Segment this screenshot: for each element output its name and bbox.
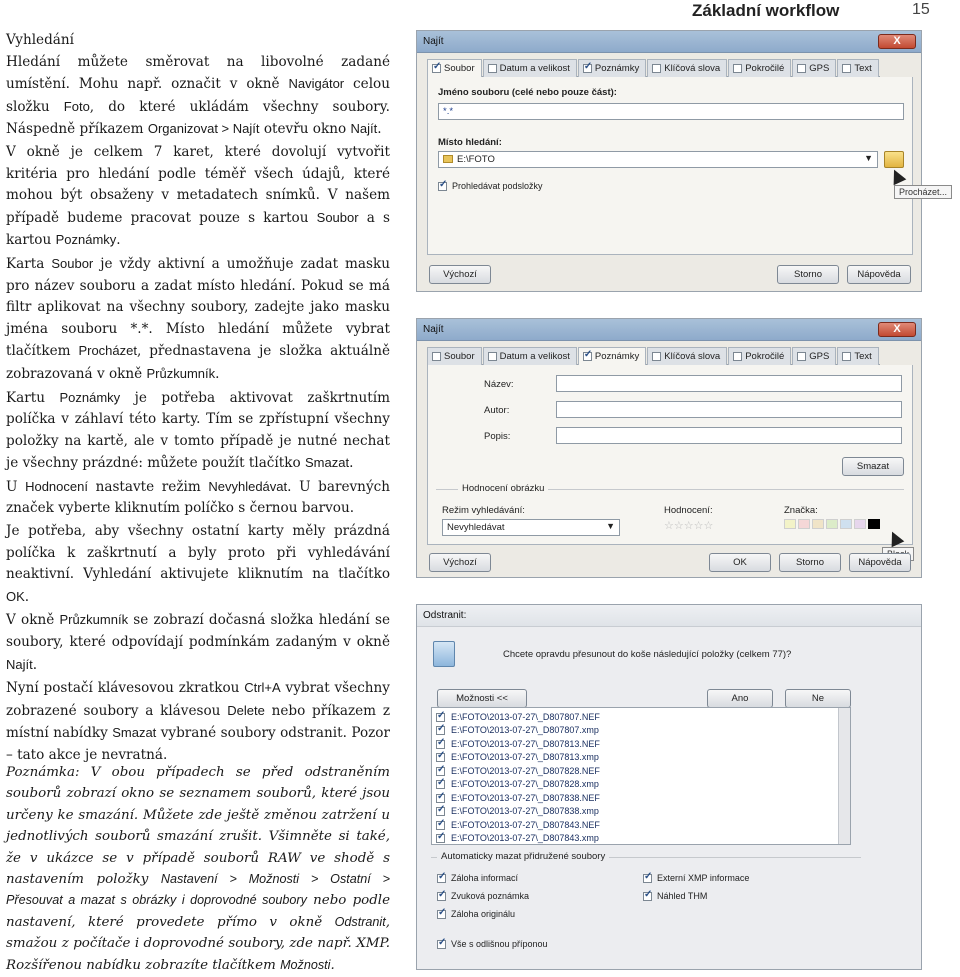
location-input[interactable] bbox=[438, 151, 878, 168]
color-swatch[interactable] bbox=[812, 519, 824, 529]
subfolders-option[interactable] bbox=[438, 181, 543, 191]
ui-term: Soubor bbox=[316, 209, 359, 225]
tab-label: GPS bbox=[809, 63, 830, 74]
browse-folder-icon[interactable] bbox=[884, 151, 904, 168]
option-label: Externí XMP informace bbox=[657, 873, 750, 883]
mouse-cursor-icon bbox=[888, 167, 907, 186]
tab-label: GPS bbox=[809, 351, 830, 362]
tab-poznámky[interactable] bbox=[578, 347, 646, 365]
title-bar bbox=[417, 605, 921, 627]
tab-checkbox[interactable] bbox=[432, 352, 441, 361]
question-text: Chcete opravdu přesunout do koše následující položky (celkem 77)? bbox=[503, 649, 792, 660]
tab-panel bbox=[427, 77, 948, 255]
search-mode-value: Nevyhledávat bbox=[447, 522, 505, 533]
checkbox[interactable] bbox=[437, 892, 446, 901]
tab-checkbox[interactable] bbox=[733, 64, 742, 73]
ui-term: Možnosti bbox=[280, 957, 331, 972]
file-row[interactable] bbox=[432, 832, 850, 846]
ui-term: Navigátor bbox=[288, 76, 345, 92]
option-label: Záloha originálu bbox=[451, 909, 516, 919]
tab-checkbox[interactable] bbox=[488, 352, 497, 361]
file-row[interactable] bbox=[432, 764, 850, 778]
text-run: vybrat všechny zobrazené soubory a klávesou bbox=[6, 680, 390, 719]
tab-pokročilé[interactable] bbox=[728, 59, 791, 77]
yes-button[interactable]: Ano bbox=[707, 689, 773, 708]
title-bar bbox=[417, 319, 921, 341]
text-run: . bbox=[116, 232, 121, 249]
option-label: Vše s odlišnou příponou bbox=[451, 939, 548, 949]
subfolders-label: Prohledávat podsložky bbox=[452, 181, 543, 191]
tab-checkbox[interactable] bbox=[432, 64, 441, 73]
description-label: Popis: bbox=[484, 431, 511, 442]
option-info-backup[interactable] bbox=[437, 873, 518, 883]
file-row[interactable] bbox=[432, 791, 850, 805]
ui-term: Poznámky bbox=[55, 232, 117, 248]
default-button[interactable]: Výchozí bbox=[429, 553, 491, 572]
option-label: Náhled THM bbox=[657, 891, 708, 901]
tab-label: Soubor bbox=[444, 63, 475, 74]
text-run: . bbox=[215, 365, 220, 382]
file-row[interactable] bbox=[432, 751, 850, 765]
close-button[interactable]: X bbox=[878, 34, 916, 49]
file-row[interactable] bbox=[432, 805, 850, 819]
recycle-bin-icon bbox=[433, 641, 455, 667]
tab-checkbox[interactable] bbox=[583, 352, 592, 361]
file-checkbox[interactable] bbox=[436, 713, 445, 722]
file-list bbox=[431, 707, 851, 845]
paragraph bbox=[6, 609, 390, 676]
color-swatch[interactable] bbox=[798, 519, 810, 529]
tab-label: Datum a velikost bbox=[499, 351, 570, 362]
file-path: E:\FOTO\2013-07-27\_D807838.xmp bbox=[451, 806, 599, 817]
tab-checkbox[interactable] bbox=[797, 64, 806, 73]
text-run: , do které ukládám všechny soubory. Náspedně příkazem bbox=[6, 98, 390, 138]
ui-term: Organizovat > Najít bbox=[147, 121, 260, 137]
text-run: nebo příkazem z místní nabídky bbox=[6, 702, 390, 742]
ui-term: Smazat bbox=[112, 725, 157, 741]
file-path: E:\FOTO\2013-07-27\_D807813.NEF bbox=[451, 738, 600, 749]
window-title: Odstranit: bbox=[423, 610, 467, 621]
tab-gps[interactable] bbox=[792, 347, 836, 365]
ok-button[interactable]: OK bbox=[709, 553, 771, 572]
auto-delete-group-label: Automaticky mazat přidružené soubory bbox=[437, 851, 609, 862]
tab-poznámky[interactable] bbox=[578, 59, 646, 77]
text-run: Je potřeba, aby všechny ostatní karty měly prázdná políčka k zaškrtnutí a byly proto při vyhledávání neaktivní. Vyhledání aktivujete kliknutím na tlačítko bbox=[6, 523, 390, 583]
name-label: Název: bbox=[484, 379, 514, 390]
options-button[interactable]: Možnosti << bbox=[437, 689, 527, 708]
file-checkbox[interactable] bbox=[436, 834, 445, 843]
file-path: E:\FOTO\2013-07-27\_D807843.xmp bbox=[451, 833, 599, 844]
file-checkbox[interactable] bbox=[436, 753, 445, 762]
tab-checkbox[interactable] bbox=[652, 352, 661, 361]
text-run: . bbox=[24, 588, 30, 605]
ui-term: Ctrl+A bbox=[244, 680, 281, 696]
color-swatch[interactable] bbox=[826, 519, 838, 529]
checkbox[interactable] bbox=[643, 892, 652, 901]
help-button[interactable]: Nápověda bbox=[849, 553, 911, 572]
file-row[interactable] bbox=[432, 818, 850, 832]
ui-term: Odstranit bbox=[334, 914, 386, 929]
tab-text[interactable] bbox=[837, 347, 878, 365]
filename-label: Jméno souboru (celé nebo pouze část): bbox=[438, 87, 617, 98]
tab-gps[interactable] bbox=[792, 59, 836, 77]
header-title: Základní workflow bbox=[692, 1, 840, 20]
color-swatch[interactable] bbox=[784, 519, 796, 529]
rating-label: Hodnocení: bbox=[664, 505, 713, 516]
ui-term: Hodnocení bbox=[25, 478, 88, 494]
file-path: E:\FOTO\2013-07-27\_D807813.xmp bbox=[451, 752, 599, 763]
text-run: je potřeba aktivovat zaškrtnutím políčka v záhlaví této karty. Tím se zpřístupní všechny položky na kartě, ale v tomto případě je nutné nechat je všechny prázdné: můžete použít tlačítko bbox=[6, 389, 390, 472]
ui-term: Poznámky bbox=[59, 389, 121, 405]
checkbox[interactable] bbox=[437, 910, 446, 919]
subfolders-checkbox[interactable] bbox=[438, 182, 447, 191]
text-run: . bbox=[349, 455, 354, 472]
text-run: Poznámka: V obou případech se před odstraněním souborů zobrazí okno se seznamem souborů, které jsou určeny ke smazání. Můžete zde ještě změnou zatržení u jednotlivých souborů smazání zrušit. Všimněte si také, že v ukázce se v případě souborů RAW ve shodě s nastavením položky bbox=[6, 765, 390, 888]
dropdown-arrow-icon: ▼ bbox=[606, 521, 615, 531]
text-run: . bbox=[377, 121, 382, 138]
tab-checkbox[interactable] bbox=[797, 352, 806, 361]
color-swatch[interactable] bbox=[854, 519, 866, 529]
author-input[interactable] bbox=[556, 401, 902, 418]
text-run: Kartu bbox=[6, 389, 60, 406]
tab-label: Text bbox=[854, 63, 872, 74]
tab-label: Klíčová slova bbox=[664, 63, 721, 74]
no-button[interactable]: Ne bbox=[785, 689, 851, 708]
ui-term: Delete bbox=[227, 702, 265, 718]
stars-icon: ☆☆☆☆☆ bbox=[664, 520, 714, 532]
text-run: . bbox=[32, 656, 38, 673]
file-path: E:\FOTO\2013-07-27\_D807838.NEF bbox=[451, 792, 600, 803]
option-different-suffix[interactable] bbox=[437, 939, 548, 949]
tab-text[interactable] bbox=[837, 59, 878, 77]
text-run: a s kartou bbox=[6, 209, 390, 249]
ui-term: Najít bbox=[350, 121, 378, 137]
search-mode-select[interactable] bbox=[442, 519, 620, 536]
mouse-cursor-icon bbox=[886, 529, 905, 548]
folder-icon bbox=[443, 155, 453, 163]
help-button[interactable]: Nápověda bbox=[847, 265, 911, 284]
text-run: otevřu okno bbox=[259, 121, 351, 138]
find-dialog-file-tab bbox=[416, 30, 948, 292]
text-run: se zobrazí dočasná složka hledání se soubory, které odpovídají podmínkám zadaným v okně bbox=[6, 612, 391, 651]
tab-checkbox[interactable] bbox=[488, 64, 497, 73]
clear-button[interactable]: Smazat bbox=[842, 457, 904, 476]
tab-checkbox[interactable] bbox=[652, 64, 661, 73]
tab-checkbox[interactable] bbox=[733, 352, 742, 361]
text-run: Hledání můžete směrovat na libovolné zadané umístění. Mohu např. označit v okně bbox=[6, 53, 390, 93]
page-header bbox=[640, 0, 940, 24]
paragraph bbox=[6, 476, 390, 520]
ui-term: Smazat bbox=[304, 455, 350, 471]
file-row[interactable] bbox=[432, 778, 850, 792]
filename-input[interactable]: *.* bbox=[438, 103, 904, 120]
tab-label: Poznámky bbox=[594, 63, 640, 74]
tab-label: Text bbox=[854, 351, 872, 362]
tab-label: Datum a velikost bbox=[499, 63, 570, 74]
file-row[interactable] bbox=[432, 737, 850, 751]
paragraph bbox=[6, 387, 390, 475]
ui-term: Nastavení > Možnosti > Ostatní > Přesouvat a mazat s obrázky i doprovodné soubory bbox=[6, 872, 390, 908]
find-dialog-notes-tab bbox=[416, 318, 922, 578]
close-button[interactable]: X bbox=[878, 322, 916, 337]
tab-klíčová-slova[interactable] bbox=[647, 59, 727, 77]
file-path: E:\FOTO\2013-07-27\_D807807.xmp bbox=[451, 725, 599, 736]
color-swatch[interactable] bbox=[868, 519, 880, 529]
tab-label: Pokročilé bbox=[745, 63, 785, 74]
note-text bbox=[6, 762, 390, 976]
location-value: E:\FOTO bbox=[457, 154, 495, 165]
ui-term: Průzkumník bbox=[146, 365, 216, 381]
option-external-xmp[interactable] bbox=[643, 873, 749, 883]
file-path: E:\FOTO\2013-07-27\_D807843.NEF bbox=[451, 819, 600, 830]
file-row[interactable] bbox=[432, 710, 850, 724]
file-checkbox[interactable] bbox=[436, 807, 445, 816]
tab-label: Pokročilé bbox=[745, 351, 785, 362]
paragraph bbox=[6, 253, 390, 386]
file-rows bbox=[432, 708, 850, 845]
option-voice-note[interactable] bbox=[437, 891, 529, 901]
paragraph bbox=[6, 521, 390, 608]
ui-term: OK bbox=[6, 588, 25, 604]
file-checkbox[interactable] bbox=[436, 740, 445, 749]
paragraph bbox=[6, 142, 390, 252]
tab-strip bbox=[427, 347, 880, 365]
color-swatch[interactable] bbox=[840, 519, 852, 529]
author-label: Autor: bbox=[484, 405, 510, 416]
text-run: je vždy aktivní a umožňuje zadat masku pro název souboru a zadat místo hledání. Pokud se má filtr aplikovat na všechny soubory, zadejte jako masku jména souboru *.*. Místo hledání můžete vybrat tlačítkem bbox=[6, 255, 390, 360]
tab-checkbox[interactable] bbox=[583, 64, 592, 73]
storno-button[interactable]: Storno bbox=[779, 553, 841, 572]
checkbox[interactable] bbox=[437, 940, 446, 949]
ui-term: Foto bbox=[63, 98, 90, 114]
file-checkbox[interactable] bbox=[436, 780, 445, 789]
checkbox[interactable] bbox=[643, 874, 652, 883]
tab-label: Poznámky bbox=[594, 351, 640, 362]
tab-pokročilé[interactable] bbox=[728, 347, 791, 365]
text-run: . bbox=[330, 957, 335, 973]
color-tag-picker[interactable] bbox=[784, 519, 882, 529]
tab-panel bbox=[427, 365, 913, 545]
text-run: Karta bbox=[6, 255, 52, 272]
tab-datum-a-velikost[interactable] bbox=[483, 347, 577, 365]
location-label: Místo hledání: bbox=[438, 137, 502, 148]
text-run: nebo podle nastavení, které provedete přímo v okně bbox=[6, 893, 391, 930]
dropdown-arrow-icon[interactable]: ▼ bbox=[864, 153, 873, 163]
tab-label: Klíčová slova bbox=[664, 351, 721, 362]
text-run: U bbox=[6, 478, 26, 495]
option-label: Záloha informací bbox=[451, 873, 519, 883]
text-run: vybrané soubory odstranit. Pozor – tato akce je nevratná. bbox=[6, 725, 390, 763]
ui-term: Nevyhledávat bbox=[208, 478, 288, 494]
tab-label: Soubor bbox=[444, 351, 475, 362]
page-number: 15 bbox=[912, 1, 930, 18]
window-title: Najít bbox=[423, 36, 444, 47]
text-run: , přednastavena je složka aktuálně zobrazovaná v okně bbox=[6, 343, 390, 382]
name-input[interactable] bbox=[556, 375, 902, 392]
file-checkbox[interactable] bbox=[436, 794, 445, 803]
text-run: . U barevných značek vyberte kliknutím políčko s černou barvou. bbox=[6, 478, 390, 517]
window-title: Najít bbox=[423, 324, 444, 335]
text-run: celou složku bbox=[6, 76, 390, 115]
checkbox[interactable] bbox=[437, 874, 446, 883]
rating-group-label: Hodnocení obrázku bbox=[458, 483, 548, 494]
paragraph bbox=[6, 677, 390, 766]
file-path: E:\FOTO\2013-07-27\_D807828.NEF bbox=[451, 765, 600, 776]
text-run: Nyní postačí klávesovou zkratkou bbox=[6, 680, 245, 697]
browse-tooltip: Procházet... bbox=[894, 185, 952, 199]
option-original-backup[interactable] bbox=[437, 909, 515, 919]
tab-checkbox[interactable] bbox=[842, 64, 851, 73]
search-mode-label: Režim vyhledávání: bbox=[442, 505, 525, 516]
text-run: , smažou z počítače i doprovodné soubory, zde např. XMP. Rozšířenou nabídku zobrazíte tlačítkem bbox=[6, 914, 390, 973]
tags-label: Značka: bbox=[784, 505, 818, 516]
ui-term: Najít bbox=[6, 656, 33, 672]
text-run: V okně je celkem 7 karet, které dovolují vytvořit kritéria pro hledání podle téměř všech údajů, které mohou být obsaženy v metadatech snímků. V našem případě budeme pracovat pouze s kartou bbox=[6, 143, 390, 226]
delete-dialog bbox=[416, 604, 922, 970]
file-row[interactable] bbox=[432, 724, 850, 738]
body-text bbox=[6, 30, 390, 768]
scrollbar[interactable] bbox=[838, 708, 850, 844]
text-run: V okně bbox=[6, 612, 60, 629]
default-button[interactable]: Výchozí bbox=[429, 265, 491, 284]
description-input[interactable] bbox=[556, 427, 902, 444]
rating-stars[interactable] bbox=[664, 519, 713, 532]
tab-klíčová-slova[interactable] bbox=[647, 347, 727, 365]
tab-datum-a-velikost[interactable] bbox=[483, 59, 577, 77]
ui-term: Procházet bbox=[78, 343, 137, 359]
tab-checkbox[interactable] bbox=[842, 352, 851, 361]
file-checkbox[interactable] bbox=[436, 821, 445, 830]
title-bar bbox=[417, 31, 921, 53]
ui-term: Průzkumník bbox=[59, 612, 129, 628]
option-thm-preview[interactable] bbox=[643, 891, 707, 901]
file-path: E:\FOTO\2013-07-27\_D807807.NEF bbox=[451, 711, 600, 722]
file-checkbox[interactable] bbox=[436, 767, 445, 776]
tab-soubor[interactable] bbox=[427, 59, 482, 77]
file-path: E:\FOTO\2013-07-27\_D807828.xmp bbox=[451, 779, 599, 790]
tab-soubor[interactable] bbox=[427, 347, 482, 365]
file-checkbox[interactable] bbox=[436, 726, 445, 735]
text-run: nastavte režim bbox=[87, 478, 209, 495]
ui-term: Soubor bbox=[51, 255, 94, 271]
option-label: Zvuková poznámka bbox=[451, 891, 530, 901]
storno-button[interactable]: Storno bbox=[777, 265, 839, 284]
paragraph bbox=[6, 30, 390, 141]
text-run: Vyhledání bbox=[6, 32, 75, 48]
tab-strip bbox=[427, 59, 880, 77]
